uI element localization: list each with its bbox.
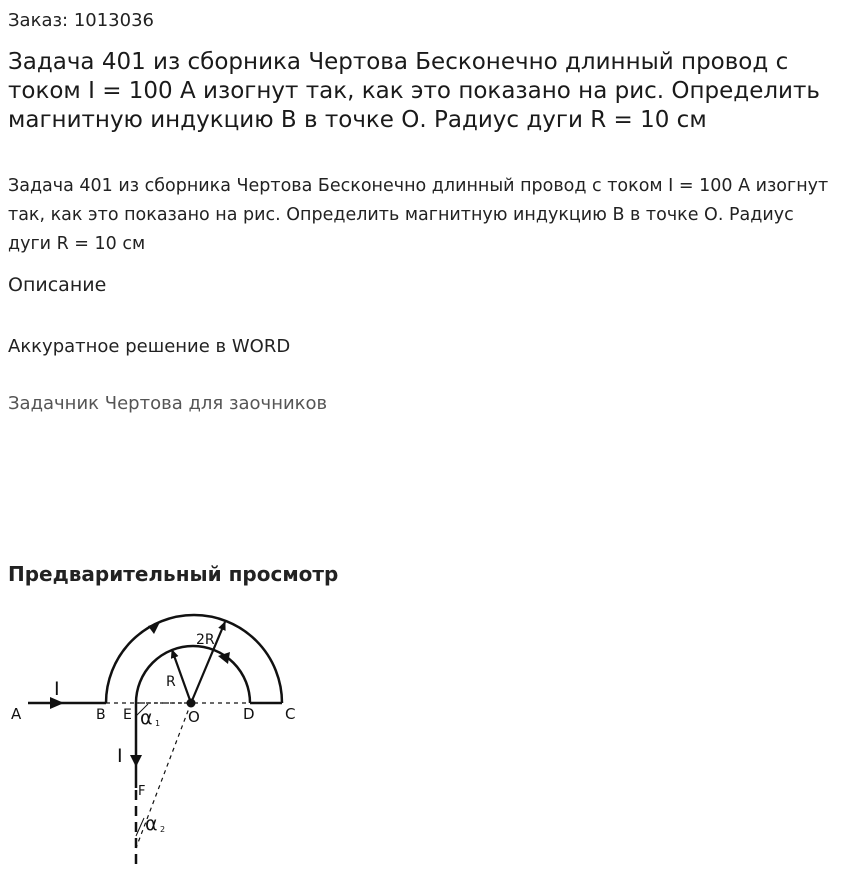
label-f: F <box>138 784 146 799</box>
label-b: B <box>96 707 106 723</box>
label-r: R <box>166 674 176 690</box>
label-d: D <box>243 705 255 723</box>
label-alpha1-sub: 1 <box>155 719 161 728</box>
outer-arc <box>106 615 282 703</box>
label-alpha2-sub: 2 <box>160 825 166 834</box>
label-a: A <box>11 705 22 723</box>
label-c: C <box>285 705 296 723</box>
arrow-down-icon <box>130 755 142 767</box>
label-o: O <box>188 708 200 726</box>
label-alpha1: α <box>140 707 153 729</box>
description-heading: Описание <box>8 274 107 296</box>
task-title: Задача 401 из сборника Чертова Бесконечно длинный провод с током I = 100 А изогнут так, как это показано на рис. Определить магнитную индукцию В в точке О. Радиус дуги R = 10 см <box>8 49 820 133</box>
label-2r: 2R <box>196 632 215 648</box>
preview-heading: Предварительный просмотр <box>8 562 339 586</box>
label-alpha2: α <box>145 813 158 835</box>
task-description: Задача 401 из сборника Чертова Бесконечно длинный провод с током I = 100 А изогнут так, как это показано на рис. Определить магнитную индукцию В в точке О. Радиус дуги R = 10 см <box>8 176 829 254</box>
order-number: Заказ: 1013036 <box>8 10 154 31</box>
solution-text: Аккуратное решение в WORD <box>8 336 291 357</box>
wire-diagram <box>0 600 340 870</box>
label-current-top: I <box>54 678 60 700</box>
textbook-link[interactable]: Задачник Чертова для заочников <box>8 393 328 414</box>
label-current-left: I <box>117 745 123 767</box>
label-e: E <box>123 707 132 723</box>
point-o <box>187 699 196 708</box>
inner-arc <box>136 646 250 703</box>
